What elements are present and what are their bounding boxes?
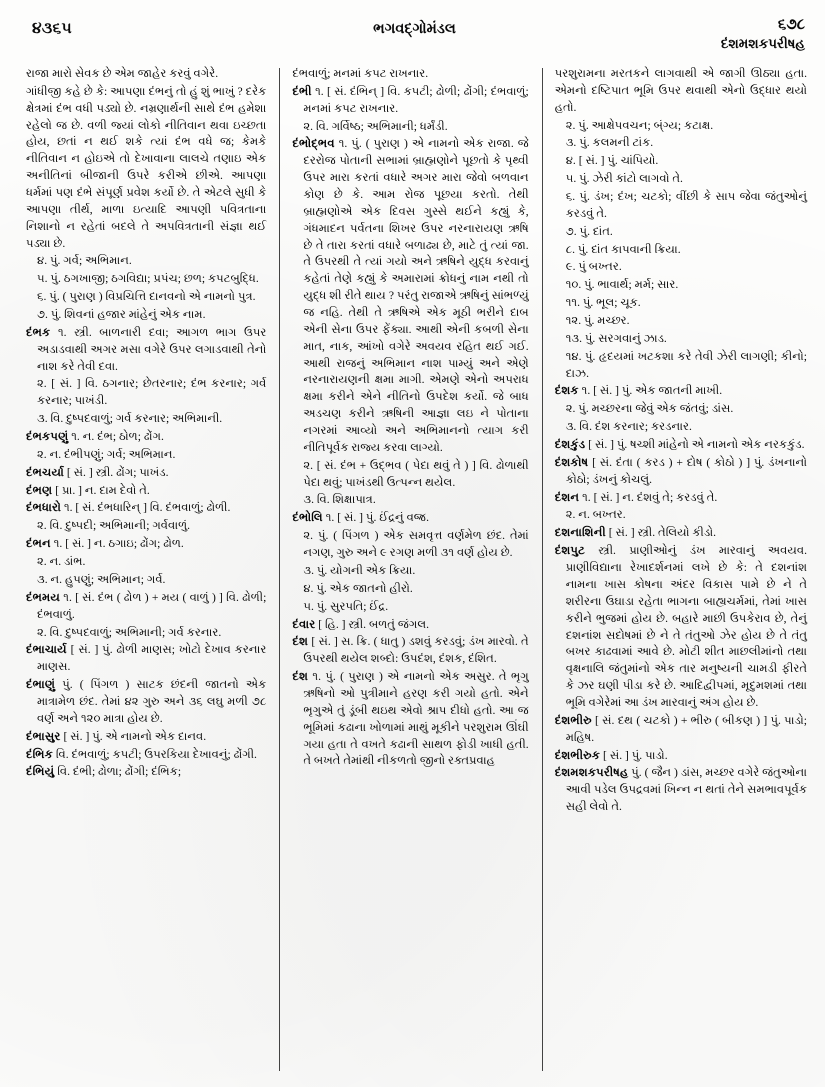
entry-definition: પું. ( જૈન ) ડાંસ, મચ્છર વગેરે જંતુઓના આવી પડેલ ઉપદ્રવમાં ખિન્ન ન થતાં તેને સમભાવપૂર્વક સહી લેવો તે. <box>565 766 808 814</box>
entry-definition: [ સં. ] પું. પાડો. <box>600 748 668 762</box>
entry-sense: ૨. ન. દંભીપણું; ગર્વ; અભિમાન. <box>37 447 176 461</box>
dictionary-entry <box>555 765 807 816</box>
dictionary-entry <box>26 483 266 500</box>
entry-headword: દંભોદ્ભવ <box>292 137 335 151</box>
entry-headword: દંભન <box>26 537 51 551</box>
dictionary-entry <box>555 490 807 507</box>
entry-definition: [ પ્રા. ] ન. દામ દેવો તે. <box>52 483 150 497</box>
entry-sense: ૩. પું. યોગની એક ક્રિયા. <box>303 563 416 577</box>
entry-definition: ૧. સ્ત્રી. બાળનારી દવા; આગળ ભાગ ઉપર અડાડવાથી અગર મસા વગેરે ઉપર લગાડવાથી તેનો નાશ કરે તેવી દવા. <box>37 325 267 373</box>
dictionary-entry <box>555 713 807 747</box>
body-paragraph: પરશુરામના મરતકને લાગવાથી એ જાગી ઊઠ્યા હતા. એમનો દષ્ટિપાત ભૂમિ ઉપર થવાથી એનો ઉદ્ધાર થયો હતો. <box>554 67 808 114</box>
entry-sense: ૨. વિ. દુષ્પદવાળું; અભિમાની; ગર્વ કરનાર. <box>37 625 222 639</box>
entry-sense: ૨. વિ. દુષ્પદી; અભિમાની; ગર્વવાળું. <box>37 519 191 533</box>
entry-definition: ૧. [ સં. ] ન. ઠગાઇ; ઢોંગ; ઢોળ. <box>50 537 184 551</box>
dictionary-entry <box>26 500 266 517</box>
entry-headword: દંભધારો <box>26 501 62 515</box>
entry-sense: ૫. પું. ઝેરી કાંટો લાગવો તે. <box>565 172 683 186</box>
dictionary-entry <box>26 536 266 553</box>
dictionary-entry <box>26 677 266 728</box>
entry-definition: ૧. [ સં. દંભધારિન્ ] વિ. દંભવાળું; ઢોળી. <box>61 501 231 515</box>
entry-definition: ૧. પું. ( પુરાણ ) એ નામનો એક રાજા. જે દરરોજ પોતાની સભામાં બ્રાહ્મણોને પૂછતો કે પૃથ્વી ઉપર મારા કરતાં વધારે અગર મારા જેવો બળવાન કોણ છે કે. આમ રોજ પૂછયા કરતો. તેથી બ્રાહ્મણોએ એક દિવસ ગુસ્સે થઈને કહ્યું કે, ગંધમાદન પર્વતના શિખર ઉપર નરનારાયણ ઋષિ છે તે તારા કરતાં વધારે બળાઢ્ય છે, માટે તું ત્યાં જા. તે ઉપરથી તે ત્યાં ગયો અને ઋષિને યુદ્ધ કરવાનું કહેતાં તેણે કહ્યું કે અમારામાં ક્રોધનું નામ નથી તો યુદ્ધ શી રીતે થાય ? પરંતુ રાજાએ ઋષિનું સાંભળ્યું જ નહિ. તેથી તે ઋષિએ એક મૂઠી ભરીને દાબ એની સેના ઉપર ફેંક્યા. આથી એની કબળી સેના માત, નાક, આંખો વગેરે અવયવ રહિત થઈ ગઈ. આથી રાજનું અભિમાન નાશ પામ્યું અને એણે નરનારાયણની ક્ષમા માગી. એમણે એનો અપરાધ ક્ષમા કરીને એને નીતિનો ઉપદેશ કર્યો. જે બાધ અડચણ કરીને ઋષિની આજ્ઞા લઇ ને પોતાના નગરમાં આવ્યો અને અભિમાનનો ત્યાગ કરી નીતિપૂર્વક રાજ્ય કરવા લાગ્યો. <box>303 137 529 454</box>
entry-sense: ૧૩. પું. સરગવાનું ઝાડ. <box>565 331 667 345</box>
entry-headword: દંશક <box>554 384 579 398</box>
entry-sense: ૫. પું. ઠગખાજી; ઠગવિદ્યા; પ્રપંચ; છળ; કપટબુદ્ધિ. <box>37 272 259 286</box>
entry-sense: ૭. પું. દાંત. <box>565 224 613 238</box>
dictionary-entry <box>26 325 266 376</box>
entry-headword: દંશભીરુક <box>554 748 601 762</box>
column-1 <box>18 66 279 1081</box>
dictionary-entry <box>555 543 807 712</box>
dictionary-entry <box>26 747 266 764</box>
entry-definition: ૧. [ સં. ] પું. એક જાતની માખી. <box>578 384 723 398</box>
dictionary-entry <box>555 437 807 454</box>
entry-definition: [ હિ. ] સ્ત્રી. બળતું જંગલ. <box>315 617 429 631</box>
dictionary-title: ભગવદ્ગોમંડલ <box>373 21 456 37</box>
entry-sense: ૨. ન. ડાંભ. <box>37 555 86 569</box>
entry-definition: વિ. દંભવાળું; કપટી; ઉપરકિયા દેખાવનું; ઢોંગી. <box>53 747 257 761</box>
entry-sense: ૪. [ સં. ] પું. ચાંપિયો. <box>565 154 659 168</box>
text-columns <box>18 66 811 1081</box>
entry-definition: ૧. ન. દંભ; ઠોળ; ઢોંગ. <box>68 430 164 444</box>
entry-sense: ૮. પું. દાંત કાપવાની ક્રિયા. <box>565 242 681 256</box>
dictionary-entry <box>292 634 528 668</box>
dictionary-entry <box>555 383 807 400</box>
column-2 <box>280 66 541 1081</box>
entry-definition: [ સં. ] સ. ક્રિ. ( ધાતુ ) ડશવું કરડવું; ડંખ મારવો. તે ઉપરથી થયેલ શબ્દો: ઉપદંશ, દંશક, દંશિત. <box>303 635 529 666</box>
entry-headword: દંભક <box>26 325 51 339</box>
body-paragraph: દંભવાળું; મનમાં કપટ રાખનાર. <box>292 67 429 80</box>
entry-sense: ૫. પું. સુરપતિ; ઈંદ્ર. <box>303 599 389 613</box>
entry-definition: ૧. [ સં. ] ન. દંશવું તે; કરડવું તે. <box>579 490 718 504</box>
entry-sense: ૧૨. પું. મચ્છર. <box>565 314 630 328</box>
entry-sense: ૨. [ સં. દંભ + ઉદ્ભવ ( પેદા થવું તે ) ] વિ. ઢોળાથી પેદા થવું; પાખંડથી ઉત્પન્ન થયેલ. <box>303 458 529 489</box>
entry-headword: દંભાણું <box>26 678 56 692</box>
dictionary-entry <box>26 465 266 482</box>
dictionary-entry <box>26 642 266 676</box>
entry-sense: ૪. પું. ગર્વ; અભિમાન. <box>37 254 132 268</box>
dictionary-entry <box>26 764 266 781</box>
entry-sense: ૩. પું. કલમની ટાંક. <box>565 136 654 150</box>
entry-headword: દંશકોષ <box>554 455 589 469</box>
entry-definition: વિ. દંભી; ઢોળા; ઢોંગી; દંભિક; <box>54 765 182 779</box>
dictionary-entry <box>292 84 528 118</box>
entry-definition: [ સં. ] સ્ત્રી. તેલિયો કીડો. <box>605 526 717 540</box>
entry-definition: [ સં. દંતા ( કરડ ) + દોષ ( કોઠો ) ] પું. ડંખનાનો કોઠો; ડંખનું કોચલું. <box>565 455 808 486</box>
entry-definition: [ સં. દથ ( ચટકો ) + ભીરુ ( બીકણ ) ] પું. પાડો; મહિષ. <box>565 713 808 744</box>
entry-headword: દંશન <box>554 490 580 504</box>
dictionary-entry <box>26 729 266 746</box>
entry-definition: [ સં. ] પું. એ નામનો એક દાનવ. <box>60 729 207 743</box>
running-head-entry: દંશમશકપરીષહ <box>720 36 805 52</box>
dictionary-entry <box>555 525 807 542</box>
entry-headword: દંભકપણું <box>26 430 69 444</box>
entry-sense: ૧૪. પું. હૃદયમાં ખટકશા કરે તેવી ઝેરી લાગણી; કીનો; દાઝ. <box>565 349 808 380</box>
entry-sense: ૬. પું. ડંખ; દંખ; ચટકો; વીંછી કે સાપ જેવા જંતુઓનું કરડવું તે. <box>565 190 808 220</box>
body-paragraph: રાજા મારો સેવક છે એમ જાહેર કરવું વગેરે. <box>26 67 219 80</box>
entry-headword: દંશકુંડ <box>554 438 586 452</box>
page-number-left: ૪૩૬૫ <box>32 20 72 37</box>
dictionary-entry <box>292 510 528 527</box>
entry-headword: દંશ <box>292 670 309 684</box>
dictionary-entry <box>292 669 528 770</box>
entry-definition: [ સં. ] સ્ત્રી. ઢોંગ; પાખંડ. <box>63 465 169 479</box>
entry-headword: દંભચર્યા <box>26 465 64 479</box>
entry-definition: ૧. [ સં. દંભિન્ ] વિ. કપટી; ઢોળી; ઢોંગી; દંભવાળું; મનમાં કપટ રાખનાર. <box>303 84 529 115</box>
entry-sense: ૨. [ સં. ] વિ. ઠગનાર; છેતરનાર; દંભ કરનાર; ગર્વ કરનાર; પાખંડી. <box>37 377 267 408</box>
entry-sense: ૯. પું બખ્તર. <box>565 260 622 274</box>
entry-sense: ૭. પું. શિવનાં હજાર માંહેનું એક નામ. <box>37 308 206 322</box>
entry-headword: દંભિક <box>26 747 54 761</box>
body-paragraph: ગાંધીજી કહે છે કે: આપણા દંભનું તો હું શું ભાખું ? દરેક ક્ષેત્રમાં દંભ વધી પડ્યો છે. નમ્રણાર્થની સાથે દંભ હમેશા રહેલો જ છે. વળી જ્યાં લોકો નીતિવાન થવા ઇચ્છતા હોય, છતાં ન થઈ શકે ત્યાં દંભ વધે જ; કેમકે નીતિવાન ન હોઇએ તો દેખાવાના લાલચે તણાઇ એક અનીતિનાં બીજાની ઉપરે કરીએ છીએ. આપણા ધર્મમાં પણ દંભે સંપૂર્ણ પ્રવેશ કર્યો છે. તે એટલે સુધી કે આપણા તીર્થ, માળા ઇત્યાદિ આપણી પવિત્રતાના નિશાનો ન રહેતાં બદલે તે અપવિત્રતાની સંજ્ઞા થઈ પડ્યા છે. <box>26 84 267 250</box>
entry-headword: દંભમય <box>26 590 61 604</box>
entry-sense: ૧૧. પું. ભૂલ; ચૂક. <box>565 296 641 310</box>
entry-headword: દંશભીરુ <box>554 713 592 727</box>
entry-headword: દંભિયું <box>26 765 55 779</box>
entry-sense: ૩. વિ. દુષ્પદવાળું; ગર્વ કરનાર; અભિમાની. <box>37 412 223 426</box>
entry-definition: સ્ત્રી. પ્રાણીઓનું ડંખ મારવાનું અવયવ. પ્રાણીવિદ્યાના રેખાદર્શનમાં લખે છે કે: તે દશનાંશ નામના ખાસ કોષના અંદર વિકાસ પામે છે ને તે શરીરના ઉઘાડા રહેતા ભાગના બાહ્યચર્મમાં, તેમાં ખાસ કરીને ભુજમાં હોય છે. બહારે માછી ઉપકેરાવ છે, તેનું દશનાંશ સદોષમાં છે ને તે તંતુઓ ઝેર હોય છે તે તંતુ બખર કાઢવામાં આવે છે. મોટી શીત માછલીમાંનો તથા વૃક્ષનાલિ જંતુમાંનો એક તાર મનુષ્યની ચામડી ફીરતે કે ઝર ઘણી પીડા કરે છે. આદિદ્વીપમાં, મૃદુમશમાં તથા ભૂમિ વગેરેમાં આ ડંખ મારવાનું અંગ હોય છે. <box>565 544 808 709</box>
page-header <box>18 14 811 64</box>
folio-number: ૬૭૮ <box>777 17 805 33</box>
entry-headword: દશનાશિની <box>554 526 606 540</box>
entry-definition: ૧. [ સં. દંભ ( ઢોળ ) + મય ( વાળું ) ] વિ. ઢોળી; દંભવાળું. <box>37 590 267 621</box>
column-3 <box>543 66 811 1081</box>
entry-definition: ૧. પું. ( પુરાણ ) એ નામનો એક અસુર. તે ભૃગુ ઋષિનો ઓ પુત્રીમાને હરણ કરી ગયો હતો. એને ભૃગુએ તું ડૂંબી થઇથ એવો શ્રાપ દીધો હતો. આ જ ભૂમિમાં કઢાના ખોળામાં માથું મૂકીને પરશુરામ ઊંઘી ગયા હતા તે વખતે કઢાની સાથળ ફોડી ખાધી હતી. તે બખતે તેમાંથી નીકળતો જીનો રક્તપ્રવાહ <box>303 670 529 768</box>
entry-headword: દંભણ <box>26 483 53 497</box>
entry-sense: ૨. પું. ( પિંગળ ) એક સમવૃત્ત વર્ણમેળ છંદ. તેમાં નગણ, ગુરુ અને ૯ રગણ મળી ૩૧ વર્ણ હોય છે. <box>303 529 529 560</box>
entry-definition: [ સં. ] પું. ઢોળી માણસ; ખોટો દેખાવ કરનાર માણસ. <box>37 643 267 674</box>
entry-headword: દંભાચાર્ય <box>26 643 67 657</box>
entry-headword: દંશમશકપરીષહ <box>554 766 629 780</box>
entry-sense: ૩. વિ. દંશ કરનાર; કરડનાર. <box>565 420 692 434</box>
entry-definition: પું. ( પિંગળ ) સાટક છંદની જાતનો એક માત્રામેળ છંદ. તેમાં ૪૨ ગુરુ અને ૩૬ લઘુ મળી ૭૮ વર્ણ અને ૧૨૦ માત્રા હોય છે. <box>37 678 267 725</box>
entry-sense: ૪. પું. એક જાતનો હીરો. <box>303 581 413 595</box>
dictionary-entry <box>292 136 528 456</box>
entry-sense: ૩. ન. હુપણું; અભિમાન; ગર્વ. <box>37 572 166 586</box>
entry-sense: ૨. પું. મચ્છરના જેવું એક જંતવું; ડાંસ. <box>565 402 734 416</box>
entry-sense: ૧૦. પું. ભાવાર્થ; મર્મ; સાર. <box>565 278 679 292</box>
entry-headword: દંભાસુર <box>26 729 61 743</box>
entry-definition: ૧. [ સં. ] પું. ઈંદ્રનું વજ્ર. <box>322 511 430 525</box>
entry-headword: દંવાર <box>292 617 316 631</box>
dictionary-entry <box>26 590 266 624</box>
entry-sense: ૨. વિ. ગર્વિષ્ઠ; અભિમાની; ધર્મંડી. <box>303 119 448 133</box>
entry-sense: ૨. પું. આક્ષેપવચન; બ્ંગ્ય; કટાક્ષ. <box>565 118 714 132</box>
dictionary-entry <box>26 429 266 446</box>
dictionary-entry <box>555 748 807 765</box>
running-header-right <box>721 16 805 52</box>
entry-headword: દંશપુટ <box>554 544 585 558</box>
entry-sense: ૬. પું. ( પુરાણ ) વિપ્રચિત્તિ દાનવનો એ નામનો પુત્ર. <box>37 290 256 304</box>
entry-headword: દંભોલિ <box>292 511 323 525</box>
entry-definition: [ સં. ] પું. ષચ્શી માંહેનો એ નામનો એક નરકકુંડ. <box>585 438 805 452</box>
dictionary-entry <box>555 455 807 489</box>
dictionary-entry <box>292 617 528 634</box>
entry-headword: દંશ <box>292 635 309 649</box>
entry-sense: ૨. ન. બખ્તર. <box>565 508 626 522</box>
entry-sense: ૩. વિ. શિક્ષાપાત્ર. <box>303 493 376 507</box>
entry-headword: દંભી <box>292 84 312 98</box>
